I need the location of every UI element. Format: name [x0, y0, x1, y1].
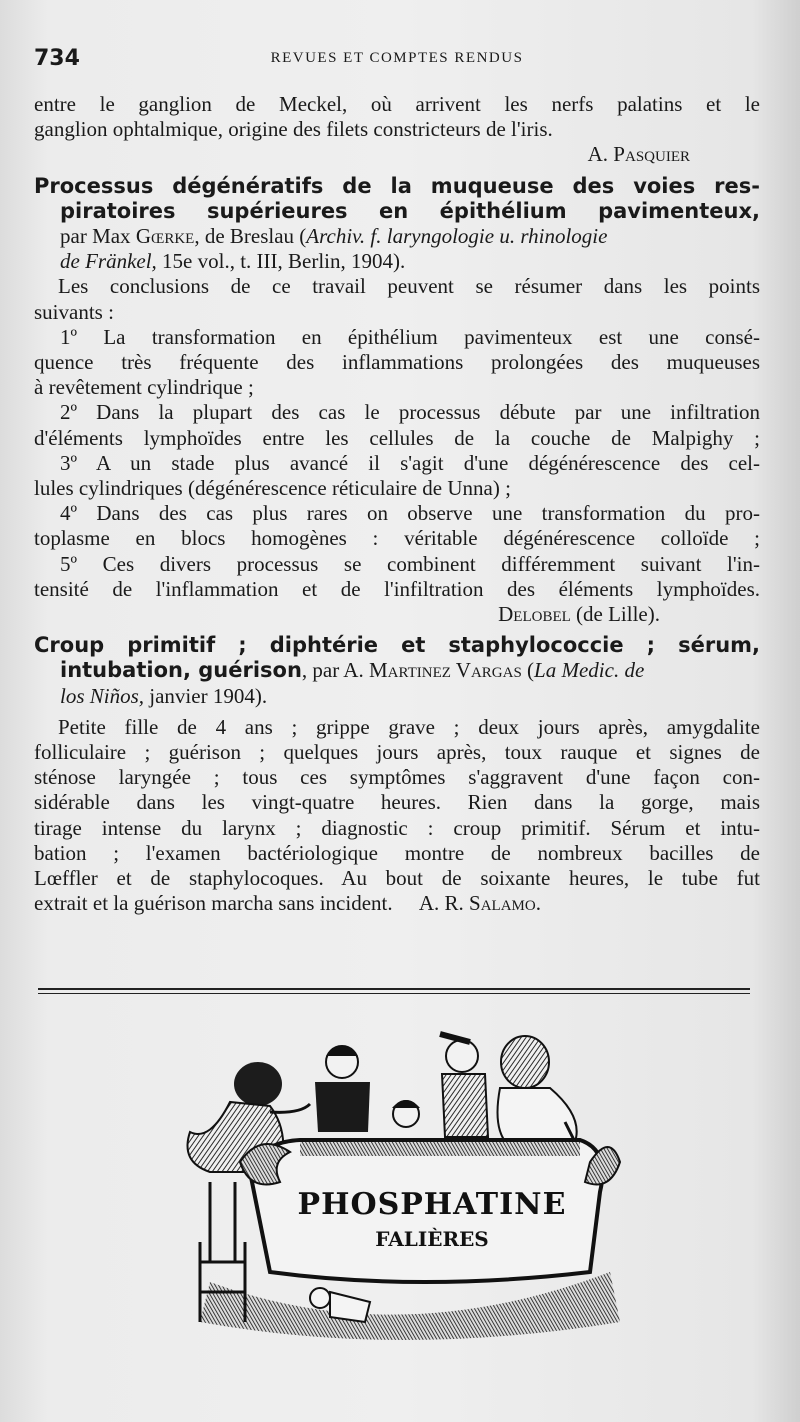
text-line: tirage intense du larynx ; diagnostic : croup primitif. Sérum et intu-: [34, 815, 760, 840]
section-rule: [38, 988, 750, 990]
brand-name: PHOSPHATINE: [297, 1187, 567, 1222]
phosphatine-advertisement: [170, 1022, 630, 1348]
citation-text: , de Breslau (: [194, 224, 307, 249]
text-line: toplasme en blocs homogènes : véritable dégénérescence colloïde ;: [34, 526, 760, 551]
citation-text: janvier 1904).: [144, 683, 268, 708]
journal-name: Archiv. f. laryngologie u. rhinologie: [306, 224, 608, 249]
text-line: 3º A un stade plus avancé il s'agit d'une dégénérescence des cel-: [60, 450, 760, 475]
article-title: Croup primitif ; diphtérie et staphylococcie ; sérum,: [34, 633, 760, 658]
running-head: REVUES ET COMPTES RENDUS: [270, 50, 524, 66]
citation-text: 15e vol., t. III, Berlin, 1904).: [156, 249, 406, 274]
text-line: Les conclusions de ce travail peuvent se résumer dans les points: [58, 274, 760, 299]
citation-line: [34, 224, 760, 249]
article-title-line: [34, 658, 760, 683]
text-line: 4º Dans des cas plus rares on observe une transformation du pro-: [60, 501, 760, 526]
page-number: 734: [34, 46, 80, 71]
text-line: 2º Dans la plupart des cas le processus débute par une infiltration: [60, 400, 760, 425]
text-line: Petite fille de 4 ans ; grippe grave ; deux jours après, amygdalite: [58, 714, 760, 739]
citation-text: , par A.: [301, 658, 369, 683]
citation-line: [34, 249, 760, 274]
text-line: sidérable dans les vingt-quatre heures. Rien dans la gorge, mais: [34, 790, 760, 815]
text-line: quence très fréquente des inflammations prolongées des muqueuses: [34, 350, 760, 375]
citation-text: par Max: [60, 224, 131, 249]
text-line: ganglion ophtalmique, origine des filets constricteurs de l'iris.: [34, 117, 553, 142]
text-line: sténose laryngée ; tous ces symptômes s'aggravent d'une façon con-: [34, 765, 760, 790]
text-line: Lœffler et de staphylocoques. Au bout de soixante heures, le tube fut: [34, 866, 760, 891]
text-line: 5º Ces divers processus se combinent différemment suivant l'in-: [60, 551, 760, 576]
article-title: intubation, guérison: [60, 658, 302, 683]
brand-subname: FALIÈRES: [375, 1227, 489, 1251]
text-line: lules cylindriques (dégénérescence réticulaire de Unna) ;: [34, 476, 511, 501]
page-header: [34, 46, 760, 74]
text-line: bation ; l'examen bactériologique montre de nombreux bacilles de: [34, 840, 760, 865]
signature: A. R. Salamo.: [418, 891, 541, 916]
journal-name: La Medic. de: [534, 658, 645, 683]
journal-name: de Fränkel,: [60, 249, 157, 274]
signature: [34, 602, 760, 627]
text-line: 1º La transformation en épithélium pavimenteux est une consé-: [60, 324, 760, 349]
page-text: [34, 92, 760, 917]
section-rule: [38, 993, 750, 994]
text-line: à revêtement cylindrique ;: [34, 375, 254, 400]
article-title: piratoires supérieures en épithélium pavimenteux,: [60, 198, 760, 223]
author-name: Gœrke: [135, 224, 195, 249]
text-line: d'éléments lymphoïdes entre les cellules de la couche de Malpighy ;: [34, 425, 760, 450]
signature-name: Delobel: [498, 602, 571, 627]
article-title: Processus dégénératifs de la muqueuse des voies res-: [34, 173, 760, 198]
citation-line: [34, 684, 760, 709]
signature-place: (de Lille).: [570, 602, 660, 627]
text-line: suivants :: [34, 299, 114, 324]
text-line: folliculaire ; guérison ; quelques jours après, toux rauque et signes de: [34, 740, 760, 765]
signature: A. Pasquier: [587, 142, 690, 167]
text-line-end: extrait et la guérison marcha sans incident.: [34, 891, 393, 916]
text-line: [34, 891, 760, 916]
author-name: Martinez Vargas: [368, 658, 522, 683]
text-line: entre le ganglion de Meckel, où arrivent les nerfs palatins et le: [34, 92, 760, 116]
citation-text: (: [521, 658, 535, 683]
journal-name: los Niños,: [60, 683, 145, 708]
text-line: tensité de l'inflammation et de l'infiltration des éléments lymphoïdes.: [34, 576, 760, 601]
